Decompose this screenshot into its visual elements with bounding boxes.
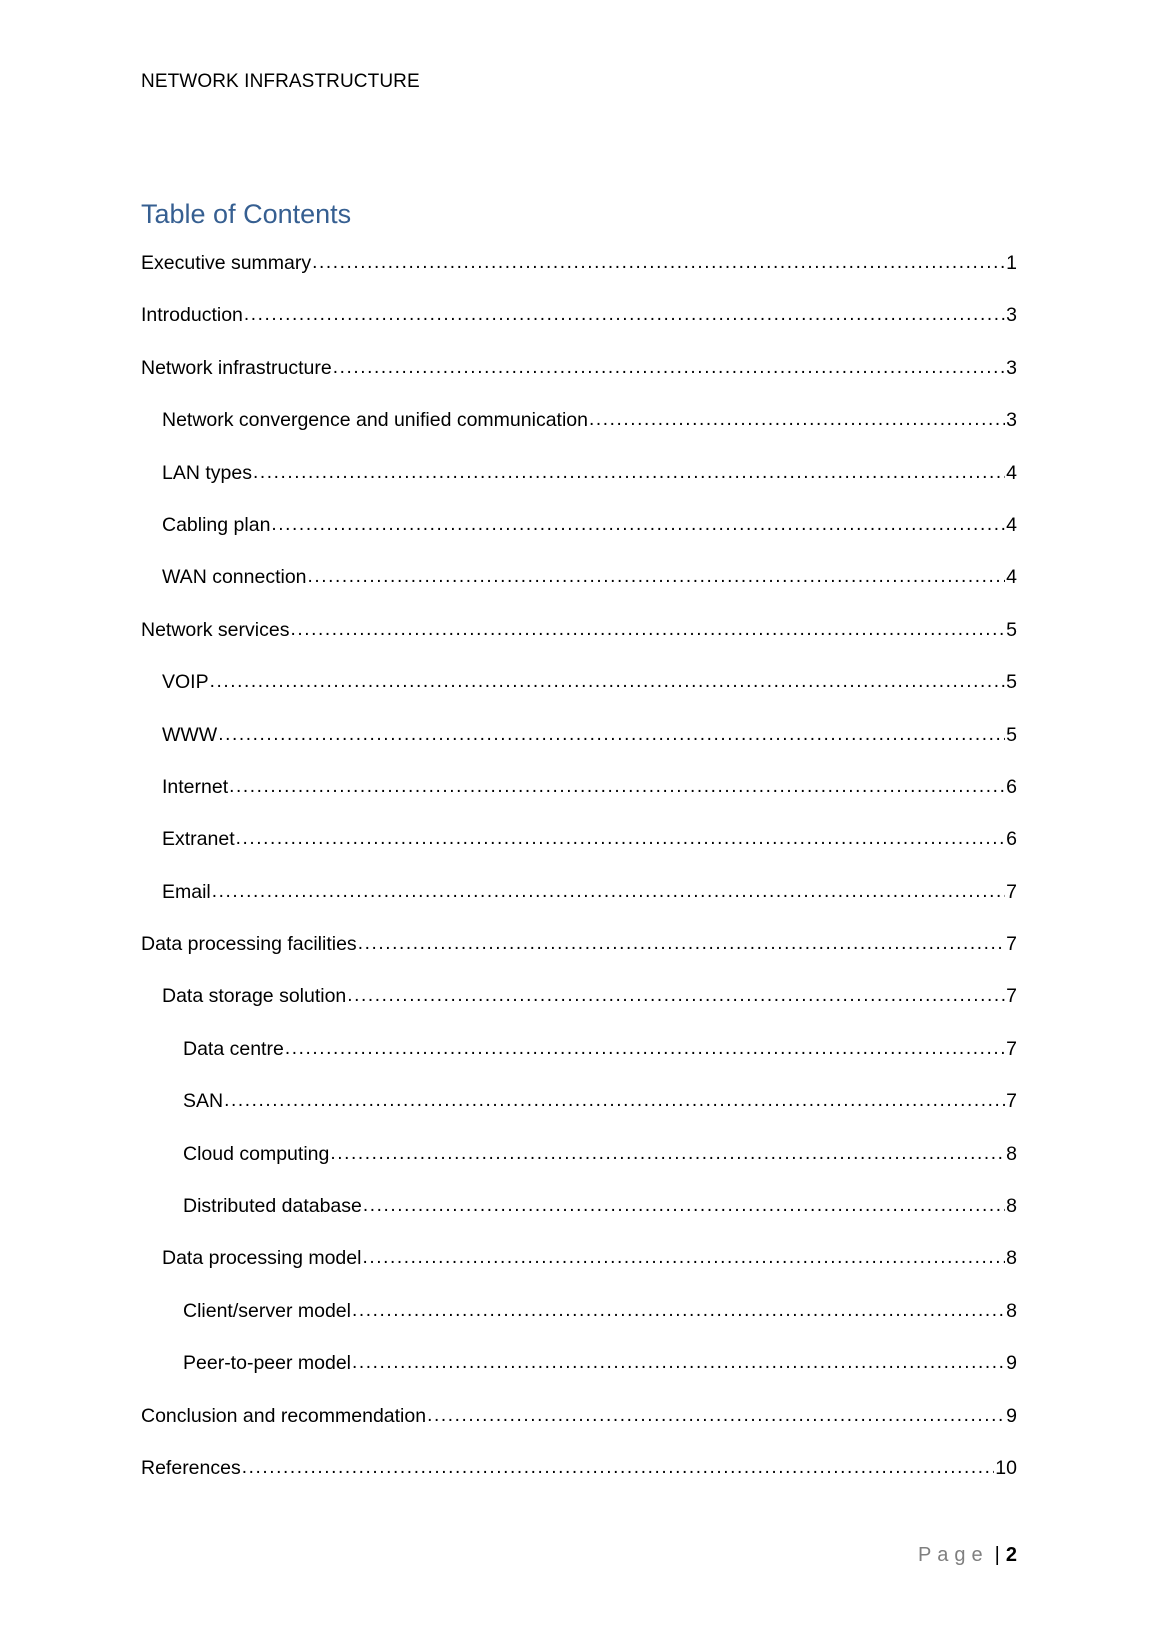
toc-entry[interactable] xyxy=(141,563,1017,615)
dot-leader xyxy=(244,301,1005,329)
dot-leader xyxy=(242,1454,995,1482)
toc-entry-label: Cabling plan xyxy=(162,511,271,539)
toc-entry-page: 7 xyxy=(1006,880,1017,903)
toc-entry-page: 5 xyxy=(1006,671,1017,694)
toc-entry-label: Data storage solution xyxy=(162,982,347,1010)
running-header: NETWORK INFRASTRUCTURE xyxy=(141,71,420,92)
toc-entry-label: WWW xyxy=(162,721,218,749)
dot-leader xyxy=(224,1087,1005,1115)
dot-leader xyxy=(427,1402,1005,1430)
dot-leader xyxy=(352,1297,1005,1325)
toc-entry-label: Conclusion and recommendation xyxy=(141,1402,427,1430)
toc-entry-label: Data processing model xyxy=(162,1244,362,1272)
toc-entry-label: Data processing facilities xyxy=(141,930,358,958)
toc-entry-label: Network infrastructure xyxy=(141,354,333,382)
dot-leader xyxy=(352,1349,1005,1377)
toc-entry-label: Email xyxy=(162,878,212,906)
dot-leader xyxy=(229,773,1005,801)
dot-leader xyxy=(347,982,1005,1010)
toc-entry[interactable] xyxy=(141,1140,1017,1192)
dot-leader xyxy=(210,668,1006,696)
toc-entry[interactable] xyxy=(141,982,1017,1034)
toc-title: Table of Contents xyxy=(141,199,352,229)
toc-entry-page: 8 xyxy=(1006,1247,1017,1270)
toc-entry[interactable] xyxy=(141,616,1017,668)
toc-entry[interactable] xyxy=(141,301,1017,353)
toc-entry[interactable] xyxy=(141,1297,1017,1349)
toc-entry-page: 8 xyxy=(1006,1195,1017,1218)
toc-entry-label: References xyxy=(141,1454,242,1482)
toc-entry-label: SAN xyxy=(183,1087,224,1115)
toc-entry-page: 6 xyxy=(1006,775,1017,798)
dot-leader xyxy=(236,825,1006,853)
dot-leader xyxy=(330,1140,1005,1168)
toc-entry-page: 1 xyxy=(1006,252,1017,274)
toc-entry[interactable] xyxy=(141,773,1017,825)
toc-entry-label: Data centre xyxy=(183,1035,285,1063)
dot-leader xyxy=(363,1192,1005,1220)
dot-leader xyxy=(312,249,1005,277)
toc-entry-page: 4 xyxy=(1006,566,1017,589)
toc-entry-page: 7 xyxy=(1006,1090,1017,1113)
footer-separator: | xyxy=(994,1544,1000,1566)
toc-entry-page: 5 xyxy=(1006,723,1017,746)
toc-entry-label: LAN types xyxy=(162,459,253,487)
toc-entry[interactable] xyxy=(141,1192,1017,1244)
toc-entry[interactable] xyxy=(141,1349,1017,1401)
dot-leader xyxy=(308,563,1006,591)
toc-entry-label: Peer-to-peer model xyxy=(183,1349,352,1377)
toc-entry-label: Distributed database xyxy=(183,1192,363,1220)
footer-page-number: 2 xyxy=(1005,1544,1017,1566)
dot-leader xyxy=(271,511,1005,539)
toc-entry[interactable] xyxy=(141,1454,1017,1506)
toc-entry-page: 3 xyxy=(1006,304,1017,327)
toc-entry-label: VOIP xyxy=(162,668,210,696)
toc-entry[interactable] xyxy=(141,459,1017,511)
dot-leader xyxy=(358,930,1005,958)
toc-entry-page: 8 xyxy=(1006,1142,1017,1165)
dot-leader xyxy=(333,354,1005,382)
toc-entry-page: 10 xyxy=(995,1456,1017,1479)
toc-entry-page: 5 xyxy=(1006,618,1017,641)
toc-entry[interactable] xyxy=(141,825,1017,877)
dot-leader xyxy=(212,878,1005,906)
toc-entry-label: Network services xyxy=(141,616,290,644)
toc-entry-page: 7 xyxy=(1006,933,1017,956)
toc-entry-page: 3 xyxy=(1006,409,1017,432)
dot-leader xyxy=(253,459,1005,487)
toc-entry-label: Introduction xyxy=(141,301,244,329)
toc-entry[interactable] xyxy=(141,1035,1017,1087)
dot-leader xyxy=(589,406,1005,434)
toc-entry[interactable] xyxy=(141,930,1017,982)
page-footer xyxy=(918,1544,1017,1567)
toc-entry[interactable] xyxy=(141,878,1017,930)
toc-entry-page: 8 xyxy=(1006,1299,1017,1322)
toc-entry[interactable] xyxy=(141,354,1017,406)
toc-entry[interactable] xyxy=(141,249,1017,301)
toc-entry[interactable] xyxy=(141,1402,1017,1454)
toc-entry-label: Network convergence and unified communication xyxy=(162,406,589,434)
dot-leader xyxy=(290,616,1005,644)
toc-entry[interactable] xyxy=(141,1087,1017,1139)
toc-entry[interactable] xyxy=(141,1244,1017,1296)
toc-entry-page: 4 xyxy=(1006,513,1017,536)
toc-entry[interactable] xyxy=(141,406,1017,458)
toc-entry-label: Cloud computing xyxy=(183,1140,330,1168)
toc-entry[interactable] xyxy=(141,721,1017,773)
toc-entry[interactable] xyxy=(141,668,1017,720)
toc-entry-label: Client/server model xyxy=(183,1297,352,1325)
toc-entry-label: Extranet xyxy=(162,825,236,853)
toc-entry-page: 7 xyxy=(1006,985,1017,1008)
toc-entry-page: 3 xyxy=(1006,356,1017,379)
toc-entry-label: WAN connection xyxy=(162,563,308,591)
toc-entry-page: 4 xyxy=(1006,461,1017,484)
table-of-contents xyxy=(141,249,1017,1506)
toc-entry-page: 9 xyxy=(1006,1352,1017,1375)
toc-entry-page: 6 xyxy=(1006,828,1017,851)
toc-entry-page: 7 xyxy=(1006,1037,1017,1060)
dot-leader xyxy=(362,1244,1005,1272)
toc-entry-page: 9 xyxy=(1006,1404,1017,1427)
dot-leader xyxy=(285,1035,1005,1063)
dot-leader xyxy=(218,721,1005,749)
footer-page-label: Page xyxy=(917,1544,989,1566)
toc-entry-label: Internet xyxy=(162,773,229,801)
toc-entry[interactable] xyxy=(141,511,1017,563)
toc-entry-label: Executive summary xyxy=(141,249,312,277)
